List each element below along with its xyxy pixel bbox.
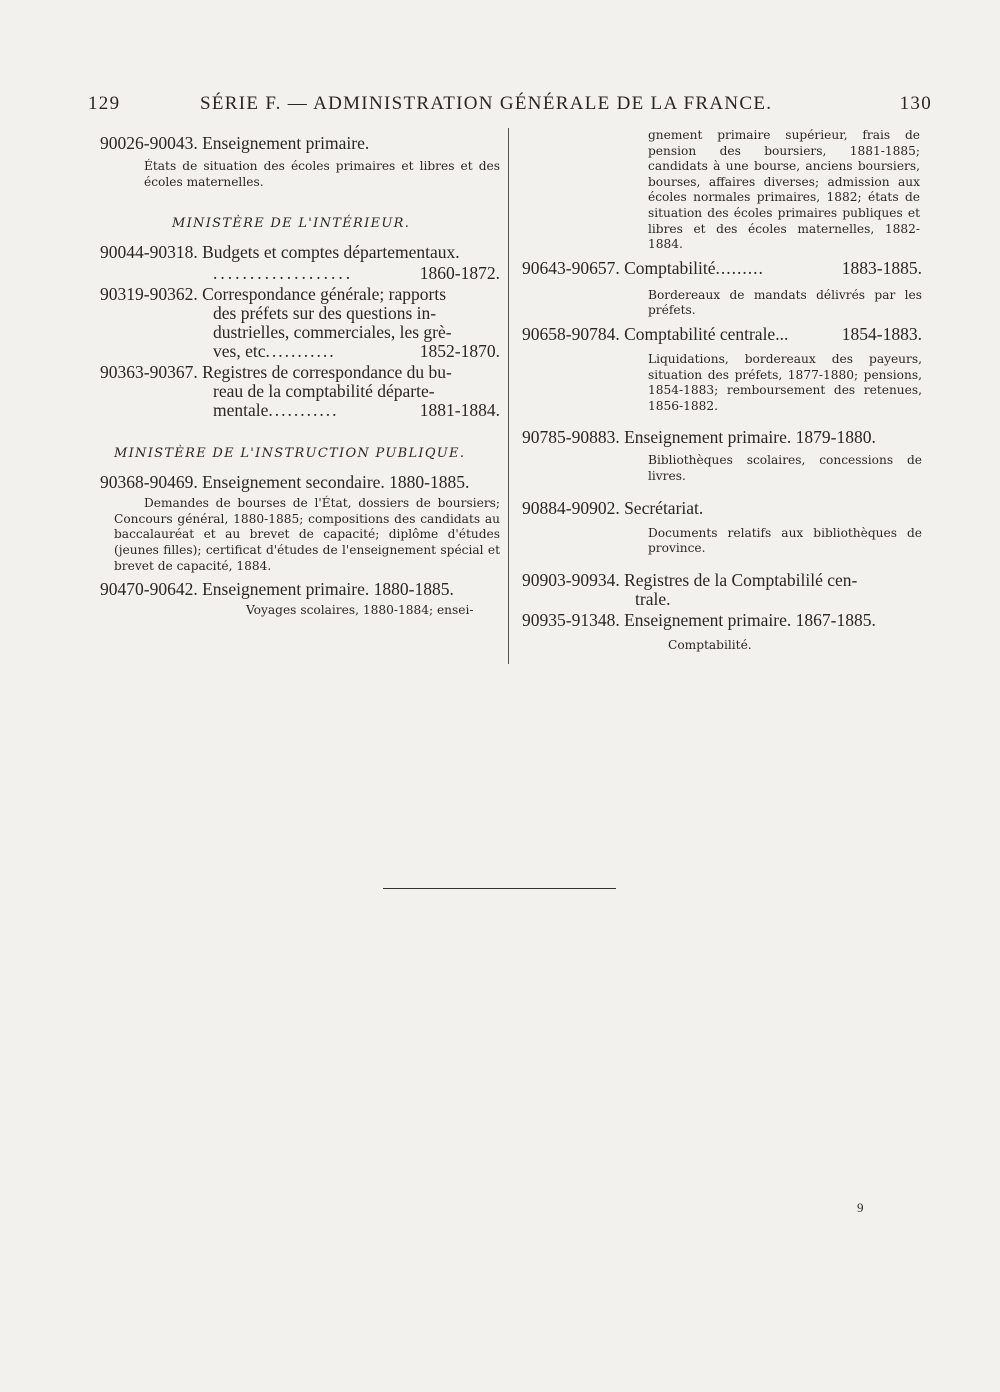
entry-dates: 1881-1884. (419, 400, 500, 421)
entry-code: 90785-90883. (522, 427, 620, 448)
entry-heading (100, 285, 500, 304)
entry-code: 90884-90902. (522, 497, 620, 518)
entry-title: Registres de correspondance du bu- (202, 362, 452, 383)
entry-code: 90044-90318. (100, 242, 198, 263)
entry-heading (100, 580, 500, 599)
entry-title: Correspondance générale; rapports (202, 284, 447, 305)
entry-code: 90319-90362. (100, 284, 198, 305)
entry-code: 90643-90657. (522, 257, 620, 278)
page-number-right: 130 (899, 93, 932, 114)
entry-dates: 1883-1885. (841, 257, 922, 278)
page-number-left: 129 (88, 93, 121, 114)
entry-title: Budgets et comptes départementaux. (202, 242, 460, 263)
entry-dates-line: mentale........... 1881-1884. (213, 400, 500, 421)
entry-description: Documents relatifs aux bibliothèques de province. (648, 525, 922, 556)
entry-dates-line: ves, etc........... 1852-1870. (213, 341, 500, 362)
entry-code: 90026-90043. (100, 133, 198, 153)
entry-heading (100, 473, 500, 492)
entry-continuation: des préfets sur des questions in- (213, 303, 437, 324)
entry-title: Enseignement primaire. 1867-1885. (624, 609, 876, 630)
entry-code: 90658-90784. (522, 323, 620, 344)
entry-continuation: ves, etc (213, 341, 266, 362)
ministry-heading: MINISTÈRE DE L'INSTRUCTION PUBLIQUE. (114, 446, 466, 462)
right-column (522, 128, 922, 653)
entry-title: Enseignement primaire. 1879-1880. (624, 427, 876, 448)
column-divider (508, 128, 509, 664)
entry-title: Enseignement primaire. 1880-1885. (202, 579, 454, 600)
entry-description: États de situation des écoles primaires et libres et des écoles maternelles. (144, 159, 500, 189)
entry-continuation: reau de la comptabilité départe- (213, 381, 435, 402)
entry-heading (522, 571, 922, 590)
entry-dates: 1860-1872. (419, 263, 500, 284)
series-title: SÉRIE F. — ADMINISTRATION GÉNÉRALE DE LA FRANCE. (200, 93, 773, 114)
entry-continuation: mentale (213, 400, 269, 421)
entry-code: 90368-90469. (100, 472, 198, 493)
entry-heading (522, 325, 922, 344)
entry-heading (100, 134, 500, 153)
entry-heading (522, 611, 922, 630)
entry-dates: 1854-1883. (841, 323, 922, 344)
folio-number: 9 (857, 1200, 864, 1215)
ministry-heading: MINISTÈRE DE L'INTÉRIEUR. (172, 216, 411, 232)
entry-title: Enseignement secondaire. 1880-1885. (202, 472, 470, 493)
entry-title: Registres de la Comptabililé cen- (624, 569, 858, 590)
separator-rule (383, 888, 616, 889)
entry-continuation: dustrielles, commerciales, les grè- (213, 322, 452, 343)
entry-code: 90470-90642. (100, 579, 198, 600)
entry-continuation: trale. (635, 588, 671, 609)
entry-title: Enseignement primaire. (202, 133, 370, 153)
entry-description: Bibliothèques scolaires, concessions de livres. (648, 453, 922, 483)
entry-heading: 90643-90657. Comptabilité......... 1883-1885. (522, 257, 922, 278)
left-column (100, 126, 500, 619)
entry-heading (522, 499, 922, 518)
entry-code: 90363-90367. (100, 362, 198, 383)
entry-heading (100, 243, 500, 262)
entry-description: Demandes de bourses de l'État, dossiers de boursiers; Concours général, 1880-1885; compositions des candidats au baccalauréat et au brevet de capacité; diplôme d'études (jeunes filles); certificat d'études de l'enseignement spécial et brevet de capacité, 1884. (114, 496, 500, 573)
entry-dates-line: ................... 1860-1872. (213, 263, 500, 284)
entry-description: gnement primaire supérieur, frais de pension des boursiers, 1881-1885; candidats à une bourse, anciens boursiers, bourses, affaires diverses; admission aux écoles normales primaires, 1882; états de situation des écoles primaires publiques et libres et des écoles maternelles, 1882-1884. (648, 128, 920, 252)
entry-description: Bordereaux de mandats délivrés par les préfets. (648, 287, 922, 318)
running-header (88, 93, 932, 119)
entry-title: Secrétariat. (624, 497, 704, 518)
entry-description: Comptabilité. (668, 637, 752, 652)
entry-title: Comptabilité (624, 257, 716, 278)
entry-heading (522, 428, 922, 447)
entry-code: 90935-91348. (522, 609, 620, 630)
entry-description: Liquidations, bordereaux des payeurs, situation des préfets, 1877-1880; pensions, 1854-1883; remboursement des retenues, 1856-1882. (648, 351, 922, 413)
entry-dates: 1852-1870. (419, 341, 500, 362)
entry-title: Comptabilité centrale... (624, 323, 789, 344)
entry-heading (100, 363, 500, 382)
entry-description: Voyages scolaires, 1880-1884; ensei- (246, 603, 474, 618)
entry-code: 90903-90934. (522, 569, 620, 590)
